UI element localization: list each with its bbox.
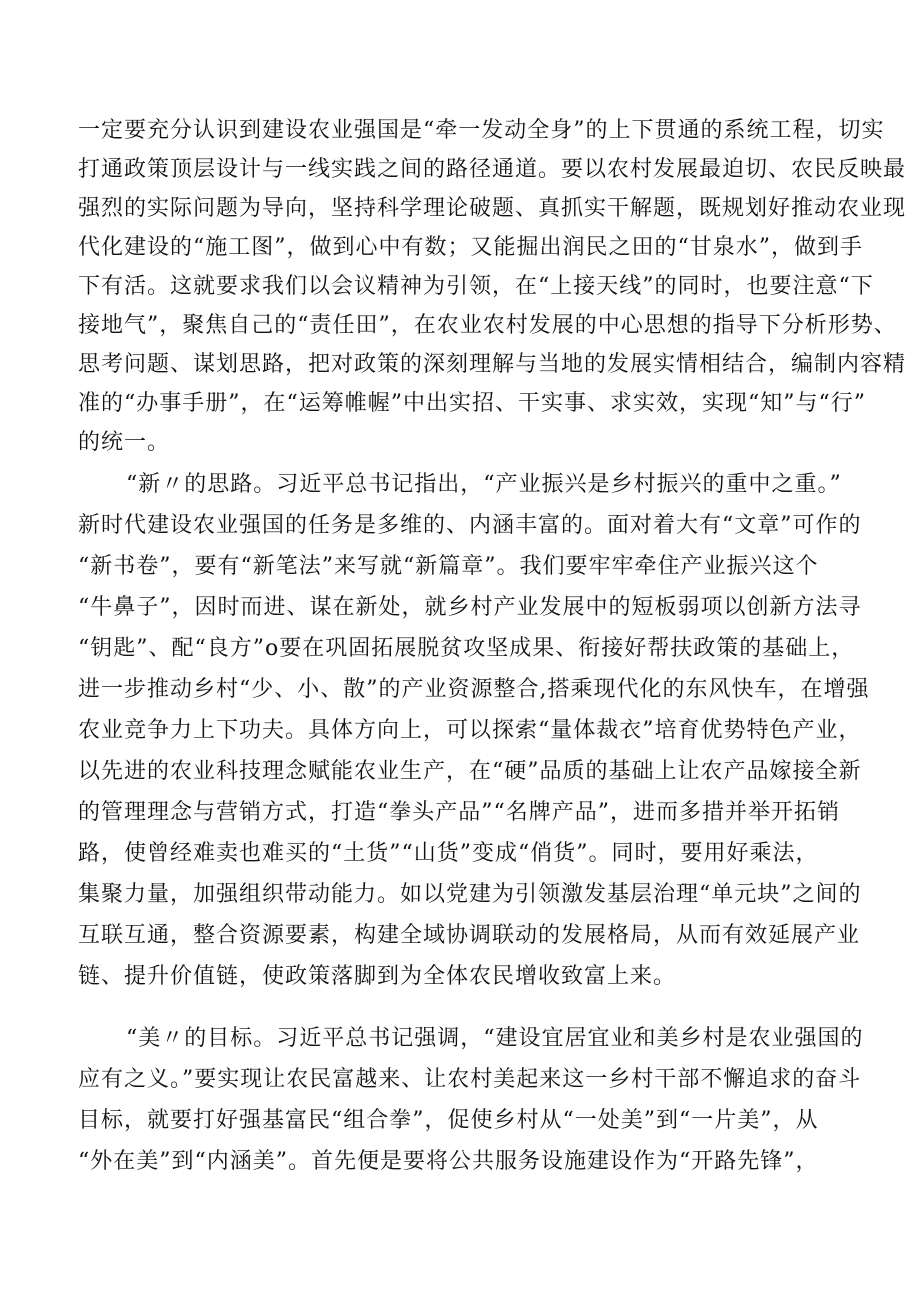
- text-line: “外在美”到“内涵美”。首先便是要将公共服务设施建设作为“开路先锋”，: [78, 1149, 819, 1174]
- text-line: 新时代建设农业强国的任务是多维的、内涵丰富的。面对着大有“文章”可作的: [78, 513, 862, 538]
- text-line: 接地气”，聚焦自己的“责任田”，在农业农村发展的中心思想的指导下分析形势、: [78, 313, 897, 338]
- text-line: 目标，就要打好强基富民“组合拳”，促使乡村从“一处美”到“一片美”，从: [78, 1108, 819, 1133]
- text-line: 一定要充分认识到建设农业强国是“牵一发动全身”的上下贯通的系统工程，切实: [78, 118, 885, 143]
- text-line: 的统一。: [78, 430, 171, 455]
- text-line: 准的“办事手册”，在“运筹帷幄”中出实招、干实事、求实效，实现“知”与“行”: [78, 391, 866, 416]
- text-line: 下有活。这就要求我们以会议精神为引领，在“上接天线”的同时，也要注意“下: [78, 274, 874, 299]
- text-line: 的管理理念与营销方式，打造“拳头产品”“名牌产品”，进而多措并举开拓销: [78, 800, 840, 825]
- text-line: 应有之义。”要实现让农民富越来、让农村美起来这一乡村干部不懈追求的奋斗: [78, 1067, 862, 1092]
- text-line: 思考问题、谋划思路，把对政策的深刻理解与当地的发展实情相结合，编制内容精: [78, 352, 907, 377]
- text-line: “新书卷”，要有“新笔法”来写就“新篇章”。我们要牢牢牵住产业振兴这个: [78, 554, 819, 579]
- text-line: 农业竞争力上下功夫。具体方向上，可以探索“量体裁衣”培育优势特色产业，: [78, 718, 862, 743]
- text-line: 路，使曾经难卖也难买的“土货”“山货”变成“俏货”。同时，要用好乘法，: [78, 841, 819, 866]
- text-line: 互联互通，整合资源要素，构建全域协调联动的发展格局，从而有效延展产业: [78, 923, 861, 948]
- text-line: 集聚力量，加强组织带动能力。如以党建为引领激发基层治理“单元块”之间的: [78, 882, 862, 907]
- text-line: 进一步推动乡村“少、小、散”的产业资源整合,搭乘现代化的东风快车，在增强: [78, 677, 870, 702]
- text-line: 链、提升价值链，使政策落脚到为全体农民增收致富上来。: [78, 964, 677, 989]
- text-line: 强烈的实际问题为导向，坚持科学理论破题、真抓实干解题，既规划好推动农业现: [78, 196, 907, 221]
- text-line: “新〃的思路。习近平总书记指出，“产业振兴是乡村振兴的重中之重。”: [126, 472, 842, 497]
- text-line: 以先进的农业科技理念赋能农业生产，在“硬”品质的基础上让农产品嫁接全新: [78, 759, 862, 784]
- text-line: “美〃的目标。习近平总书记强调，“建设宜居宜业和美乡村是农业强国的: [126, 1026, 864, 1051]
- text-line: 打通政策顶层设计与一线实践之间的路径通道。要以农村发展最迫切、农民反映最: [78, 157, 907, 182]
- text-line: 代化建设的“施工图”，做到心中有数；又能掘出润民之田的“甘泉水”，做到手: [78, 235, 863, 260]
- text-line: “牛鼻子”，因时而进、谋在新处，就乡村产业发展中的短板弱项以创新方法寻: [78, 595, 862, 620]
- text-line: “钥匙”、配“良方”o要在巩固拓展脱贫攻坚成果、衔接好帮扶政策的基础上，: [78, 636, 855, 661]
